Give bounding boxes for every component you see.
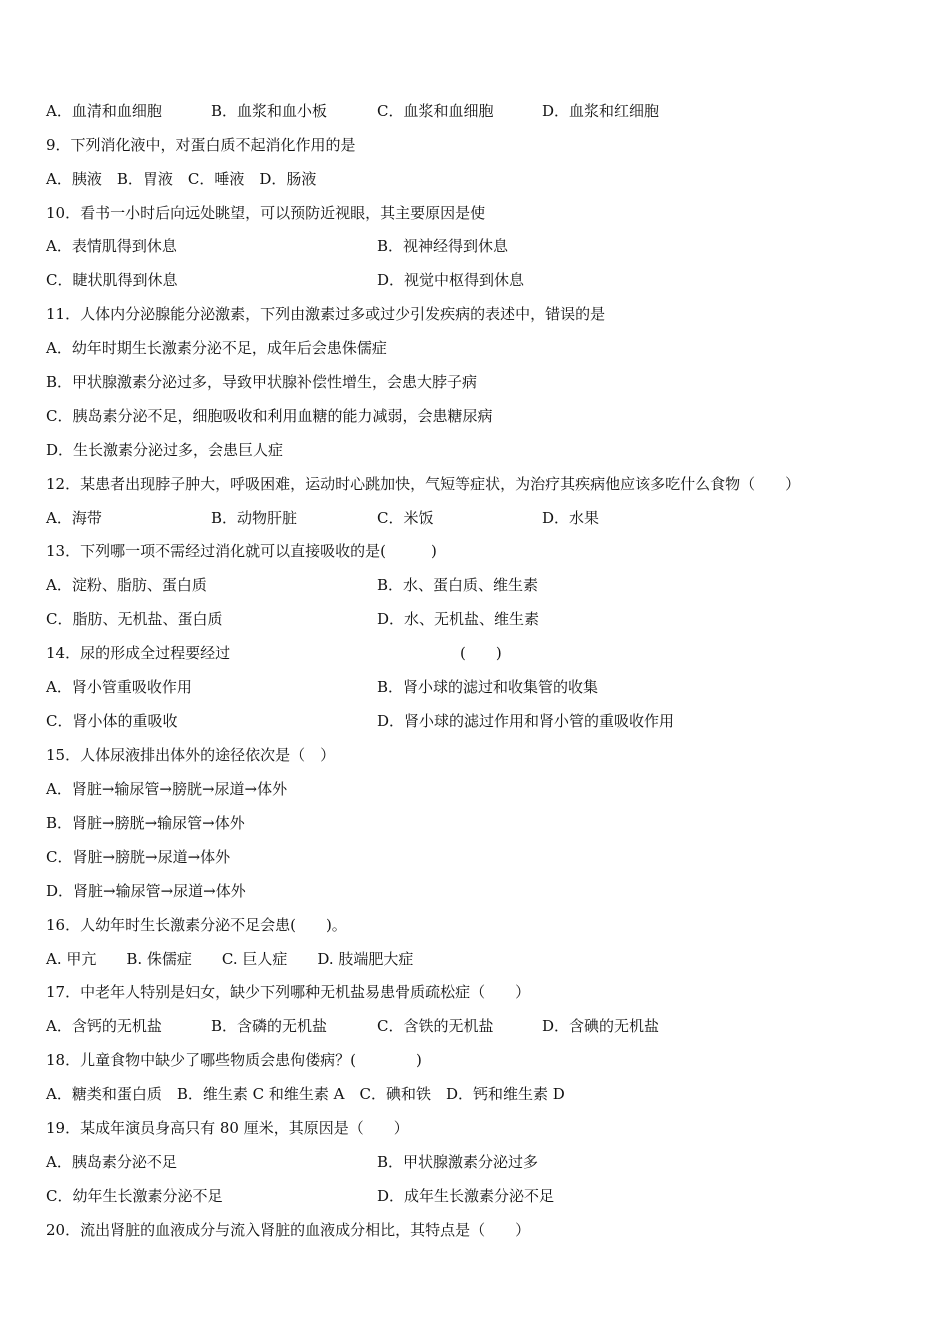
option-b: B．肾小球的滤过和收集管的收集	[377, 678, 599, 696]
q19-options-row2	[46, 1186, 910, 1206]
q13-options-row1	[46, 575, 910, 595]
option-a: A．血清和血细胞	[46, 102, 162, 120]
option-d: D．肾小球的滤过作用和肾小管的重吸收作用	[377, 712, 675, 730]
q18-stem: 18．儿童食物中缺少了哪些物质会患佝偻病？( )	[46, 1051, 422, 1069]
q13-options-row2	[46, 609, 910, 629]
option-c: C．幼年生长激素分泌不足	[46, 1187, 223, 1205]
q19-stem: 19．某成年演员身高只有 80 厘米，其原因是（ ）	[46, 1119, 409, 1137]
q14-options-row1	[46, 677, 910, 697]
option-c: C．睫状肌得到休息	[46, 271, 178, 289]
q11-option-b: B．甲状腺激素分泌过多，导致甲状腺补偿性增生，会患大脖子病	[46, 373, 478, 391]
option-b: B．甲状腺激素分泌过多	[377, 1153, 539, 1171]
option-c: C．肾小体的重吸收	[46, 712, 178, 730]
q11-option-d: D．生长激素分泌过多，会患巨人症	[46, 441, 284, 459]
option-a: A．海带	[46, 509, 102, 527]
q15-option-c: C．肾脏→膀胱→尿道→体外	[46, 848, 231, 866]
option-b: B．水、蛋白质、维生素	[377, 576, 539, 594]
option-a: A．表情肌得到休息	[46, 237, 177, 255]
q16-stem: 16．人幼年时生长激素分泌不足会患( )。	[46, 916, 347, 934]
option-d: D．视觉中枢得到休息	[377, 271, 525, 289]
q15-stem: 15．人体尿液排出体外的途径依次是（ ）	[46, 746, 336, 764]
option-a: A．含钙的无机盐	[46, 1017, 162, 1035]
q9-options: A．胰液 B．胃液 C．唾液 D．肠液	[46, 170, 317, 188]
q9-stem: 9．下列消化液中，对蛋白质不起消化作用的是	[46, 136, 356, 154]
option-d: D．水、无机盐、维生素	[377, 610, 540, 628]
q10-options-row1	[46, 236, 910, 256]
option-c: C．含铁的无机盐	[377, 1017, 494, 1035]
option-a: A．淀粉、脂肪、蛋白质	[46, 576, 207, 594]
q11-option-a: A．幼年时期生长激素分泌不足，成年后会患侏儒症	[46, 339, 387, 357]
q11-stem: 11．人体内分泌腺能分泌激素，下列由激素过多或过少引发疾病的表述中，错误的是	[46, 305, 606, 323]
option-b: B．血浆和血小板	[211, 102, 328, 120]
q14-stem: 14．尿的形成全过程要经过	[46, 644, 231, 662]
q10-stem: 10．看书一小时后向远处眺望，可以预防近视眼，其主要原因是使	[46, 204, 486, 222]
q16-options: A. 甲亢 B. 侏儒症 C. 巨人症 D. 肢端肥大症	[46, 950, 414, 968]
q12-stem: 12．某患者出现脖子肿大，呼吸困难，运动时心跳加快，气短等症状，为治疗其疾病他应该多吃什么食物（ ）	[46, 475, 801, 493]
q11-option-c: C．胰岛素分泌不足，细胞吸收和利用血糖的能力减弱，会患糖尿病	[46, 407, 493, 425]
option-c: C．血浆和血细胞	[377, 102, 494, 120]
option-d: D．血浆和红细胞	[542, 102, 660, 120]
option-a: A．胰岛素分泌不足	[46, 1153, 177, 1171]
q17-options	[46, 1016, 910, 1036]
q15-option-b: B．肾脏→膀胱→输尿管→体外	[46, 814, 245, 832]
q15-option-a: A．肾脏→输尿管→膀胱→尿道→体外	[46, 780, 288, 798]
option-a: A．肾小管重吸收作用	[46, 678, 192, 696]
q10-options-row2	[46, 270, 910, 290]
q17-stem: 17．中老年人特别是妇女，缺少下列哪种无机盐易患骨质疏松症（ ）	[46, 983, 531, 1001]
option-b: B．含磷的无机盐	[211, 1017, 328, 1035]
q12-options	[46, 508, 910, 528]
q14-answer-blank: ( )	[460, 644, 502, 662]
option-d: D．成年生长激素分泌不足	[377, 1187, 555, 1205]
option-b: B．视神经得到休息	[377, 237, 509, 255]
q13-stem: 13．下列哪一项不需经过消化就可以直接吸收的是( )	[46, 542, 437, 560]
option-c: C．米饭	[377, 509, 434, 527]
option-b: B．动物肝脏	[211, 509, 298, 527]
q20-stem: 20．流出肾脏的血液成分与流入肾脏的血液成分相比，其特点是（ ）	[46, 1221, 531, 1239]
q8-options	[46, 101, 910, 121]
q14-options-row2	[46, 711, 910, 731]
q15-option-d: D．肾脏→输尿管→尿道→体外	[46, 882, 246, 900]
q18-options: A．糖类和蛋白质 B．维生素 C 和维生素 A C．碘和铁 D．钙和维生素 D	[46, 1085, 565, 1103]
option-c: C．脂肪、无机盐、蛋白质	[46, 610, 223, 628]
option-d: D．含碘的无机盐	[542, 1017, 660, 1035]
q19-options-row1	[46, 1152, 910, 1172]
option-d: D．水果	[542, 509, 600, 527]
